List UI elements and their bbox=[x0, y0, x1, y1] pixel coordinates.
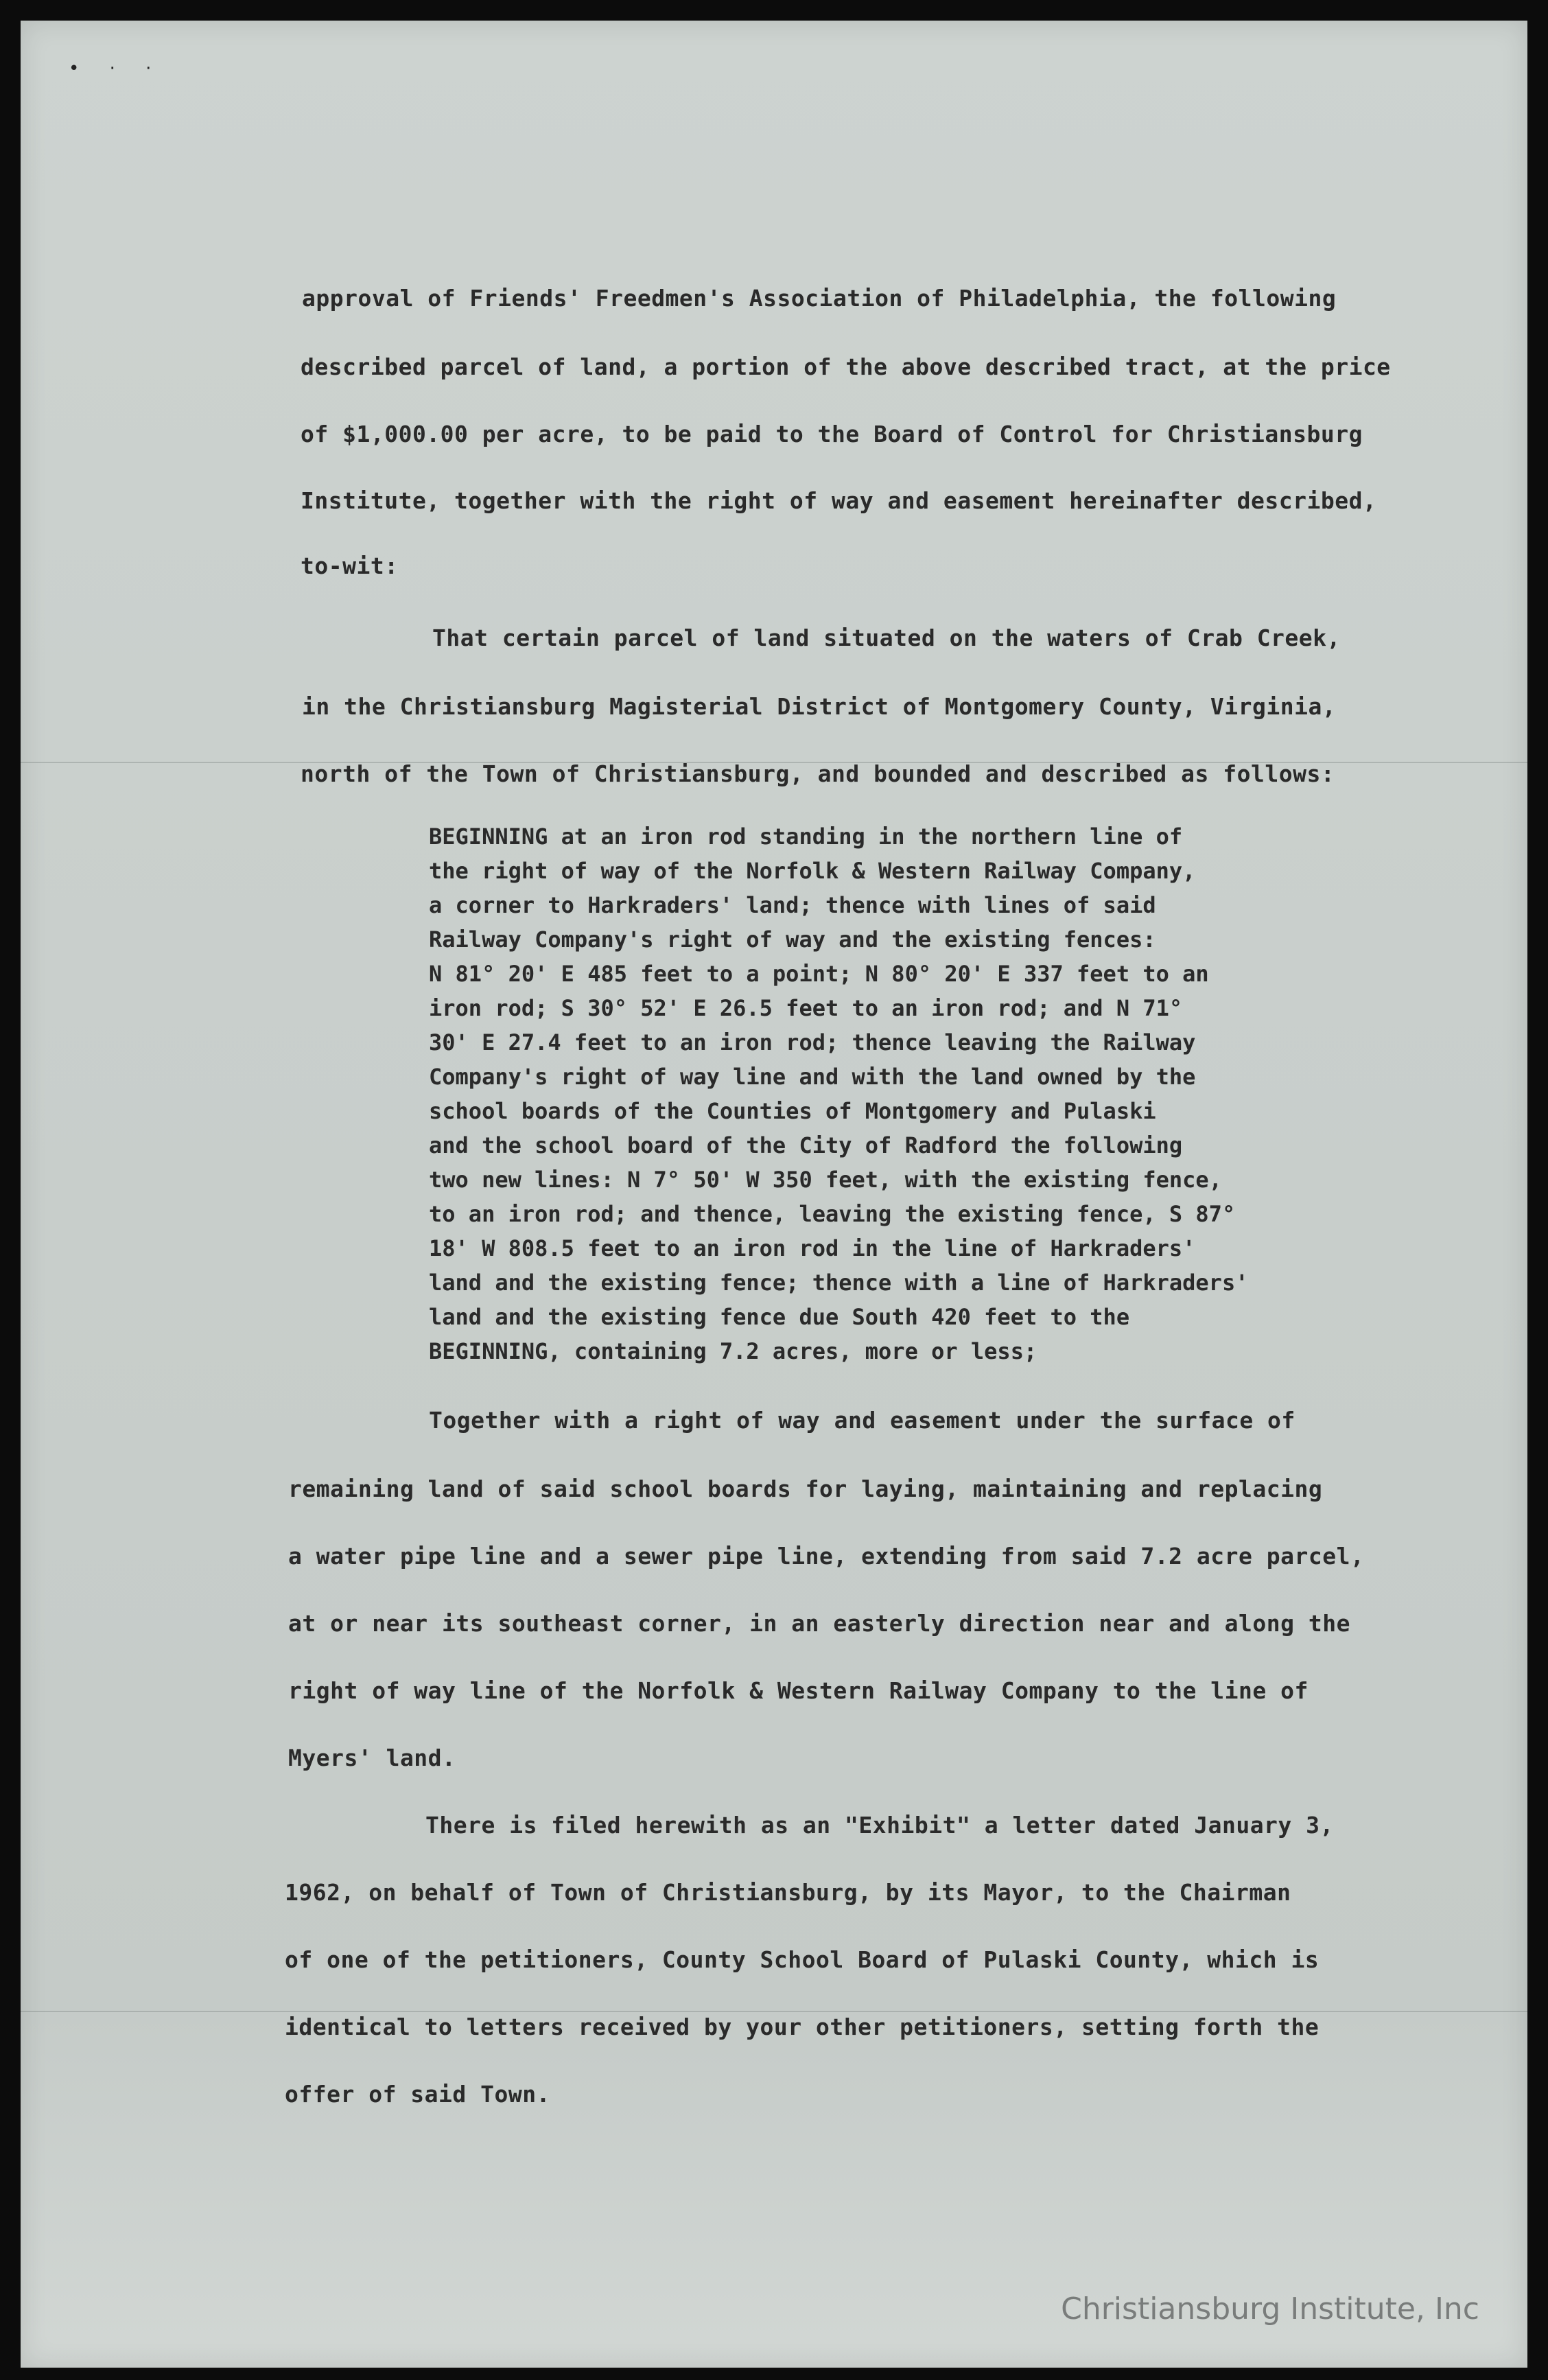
description-line: BEGINNING at an iron rod standing in the northern line of bbox=[429, 824, 1183, 850]
text-line: remaining land of said school boards for laying, maintaining and replacing bbox=[288, 1475, 1323, 1502]
text-line: a water pipe line and a sewer pipe line, extending from said 7.2 acre parcel, bbox=[288, 1543, 1365, 1570]
text-line: described parcel of land, a portion of the above described tract, at the price bbox=[301, 353, 1391, 380]
text-line: of $1,000.00 per acre, to be paid to the Board of Control for Christiansburg bbox=[301, 421, 1363, 447]
description-line: N 81° 20' E 485 feet to a point; N 80° 20' E 337 feet to an bbox=[429, 961, 1209, 987]
text-line: approval of Friends' Freedmen's Association of Philadelphia, the following bbox=[302, 285, 1337, 312]
description-line: iron rod; S 30° 52' E 26.5 feet to an iron rod; and N 71° bbox=[429, 995, 1183, 1021]
text-line: That certain parcel of land situated on the waters of Crab Creek, bbox=[432, 625, 1341, 651]
text-line: 1962, on behalf of Town of Christiansburg, by its Mayor, to the Chairman bbox=[285, 1879, 1291, 1906]
text-line: at or near its southeast corner, in an easterly direction near and along the bbox=[288, 1610, 1350, 1637]
document-page bbox=[21, 21, 1527, 2368]
description-line: and the school board of the City of Radford the following bbox=[429, 1132, 1183, 1158]
archive-watermark: Christiansburg Institute, Inc bbox=[1061, 2291, 1479, 2326]
description-line: the right of way of the Norfolk & Western Railway Company, bbox=[429, 858, 1196, 884]
description-line: land and the existing fence due South 420 feet to the bbox=[429, 1304, 1130, 1330]
text-line: in the Christiansburg Magisterial District of Montgomery County, Virginia, bbox=[302, 693, 1337, 720]
description-line: two new lines: N 7° 50' W 350 feet, with the existing fence, bbox=[429, 1167, 1222, 1193]
text-line: north of the Town of Christiansburg, and bounded and described as follows: bbox=[301, 760, 1335, 787]
fold-crease bbox=[21, 2011, 1527, 2012]
text-line: identical to letters received by your other petitioners, setting forth the bbox=[285, 2014, 1320, 2040]
text-line: right of way line of the Norfolk & Western Railway Company to the line of bbox=[288, 1677, 1309, 1704]
description-line: 30' E 27.4 feet to an iron rod; thence leaving the Railway bbox=[429, 1029, 1196, 1055]
text-line: offer of said Town. bbox=[285, 2081, 550, 2108]
description-line: school boards of the Counties of Montgomery and Pulaski bbox=[429, 1098, 1156, 1124]
description-line: Railway Company's right of way and the existing fences: bbox=[429, 926, 1156, 953]
text-line: Institute, together with the right of way and easement hereinafter described, bbox=[301, 487, 1377, 514]
description-line: a corner to Harkraders' land; thence with lines of said bbox=[429, 892, 1156, 918]
text-line: Together with a right of way and easement under the surface of bbox=[429, 1407, 1295, 1434]
text-line: of one of the petitioners, County School Board of Pulaski County, which is bbox=[285, 1946, 1320, 1973]
description-line: land and the existing fence; thence with a line of Harkraders' bbox=[429, 1270, 1249, 1296]
corner-marks: • · · bbox=[69, 58, 164, 79]
text-line: There is filed herewith as an "Exhibit" a letter dated January 3, bbox=[425, 1812, 1334, 1839]
description-line: to an iron rod; and thence, leaving the existing fence, S 87° bbox=[429, 1201, 1236, 1227]
text-line: Myers' land. bbox=[288, 1745, 456, 1771]
description-line: 18' W 808.5 feet to an iron rod in the line of Harkraders' bbox=[429, 1235, 1196, 1261]
text-line: to-wit: bbox=[301, 552, 399, 579]
description-line: BEGINNING, containing 7.2 acres, more or less; bbox=[429, 1338, 1037, 1364]
description-line: Company's right of way line and with the land owned by the bbox=[429, 1064, 1196, 1090]
